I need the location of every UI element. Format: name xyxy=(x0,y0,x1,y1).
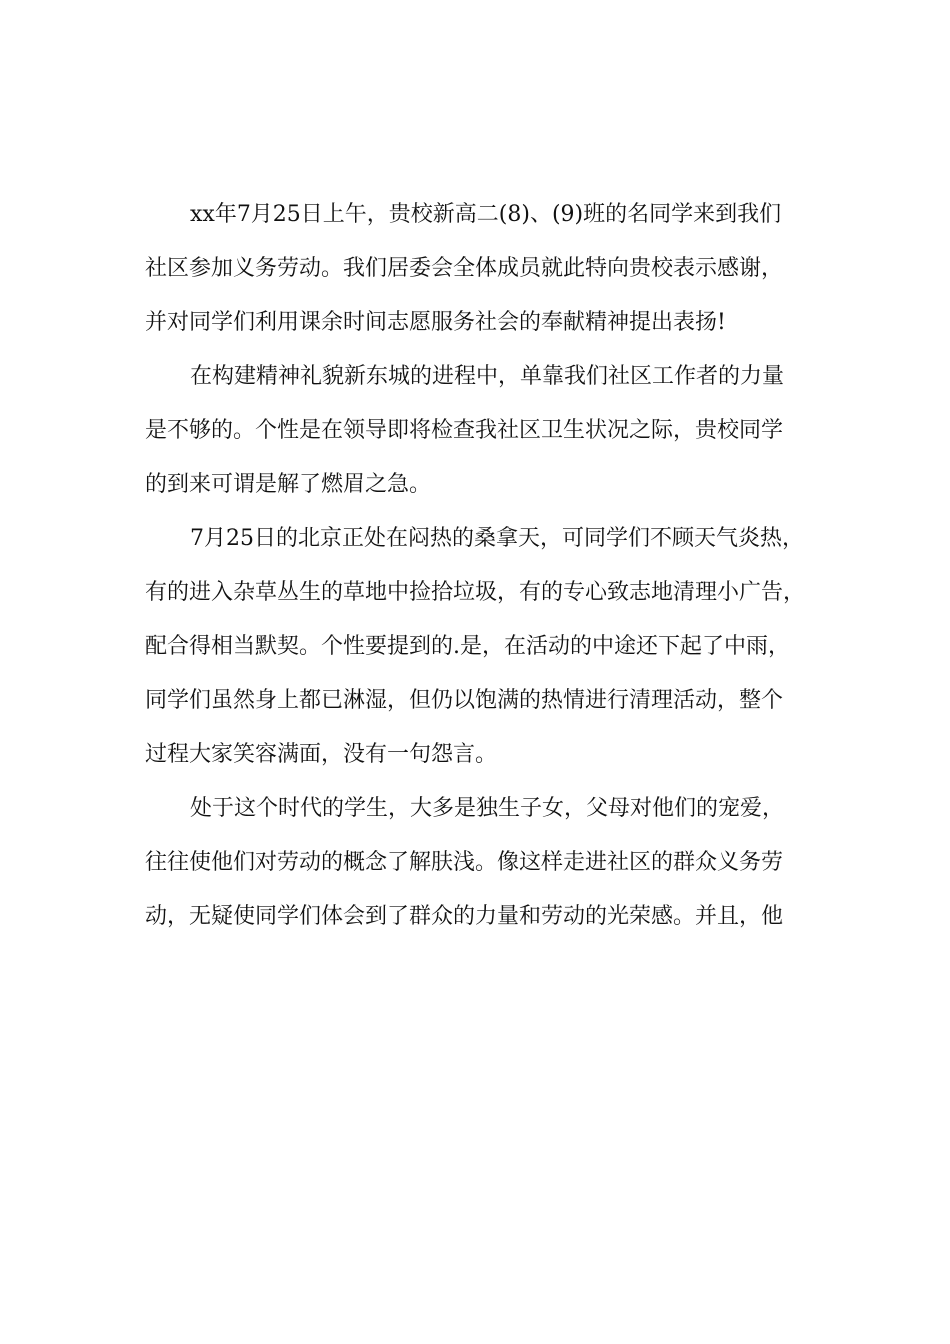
paragraph-4-line-3: 动，无疑使同学们体会到了群众的力量和劳动的光荣感。并且，他 xyxy=(145,904,784,929)
paragraph-2-line-3: 的到来可谓是解了燃眉之急。 xyxy=(145,472,432,497)
paragraph-3-line-5: 过程大家笑容满面，没有一句怨言。 xyxy=(145,742,498,767)
paragraph-2-line-2: 是不够的。个性是在领导即将检查我社区卫生状况之际，贵校同学 xyxy=(145,418,784,443)
paragraph-3-line-1: 7月25日的北京正处在闷热的桑拿天，可同学们不顾天气炎热， xyxy=(190,526,804,551)
paragraph-1-line-1: xx年7月25日上午，贵校新高二(8)、(9)班的名同学来到我们 xyxy=(190,202,782,227)
paragraph-1-line-2: 社区参加义务劳动。我们居委会全体成员就此特向贵校表示感谢， xyxy=(145,256,784,281)
paragraph-4-line-1: 处于这个时代的学生，大多是独生子女，父母对他们的宠爱， xyxy=(190,796,785,821)
paragraph-3-line-3: 配合得相当默契。个性要提到的.是，在活动的中途还下起了中雨， xyxy=(145,634,790,659)
paragraph-4-line-2: 往往使他们对劳动的概念了解肤浅。像这样走进社区的群众义务劳 xyxy=(145,850,784,875)
paragraph-3-line-4: 同学们虽然身上都已淋湿，但仍以饱满的热情进行清理活动，整个 xyxy=(145,688,784,713)
paragraph-2-line-1: 在构建精神礼貌新东城的进程中，单靠我们社区工作者的力量 xyxy=(190,364,785,389)
paragraph-3-line-2: 有的进入杂草丛生的草地中捡拾垃圾，有的专心致志地清理小广告， xyxy=(145,580,806,605)
letter-body xyxy=(145,204,835,960)
paragraph-1-line-3: 并对同学们利用课余时间志愿服务社会的奉献精神提出表扬! xyxy=(145,310,726,335)
